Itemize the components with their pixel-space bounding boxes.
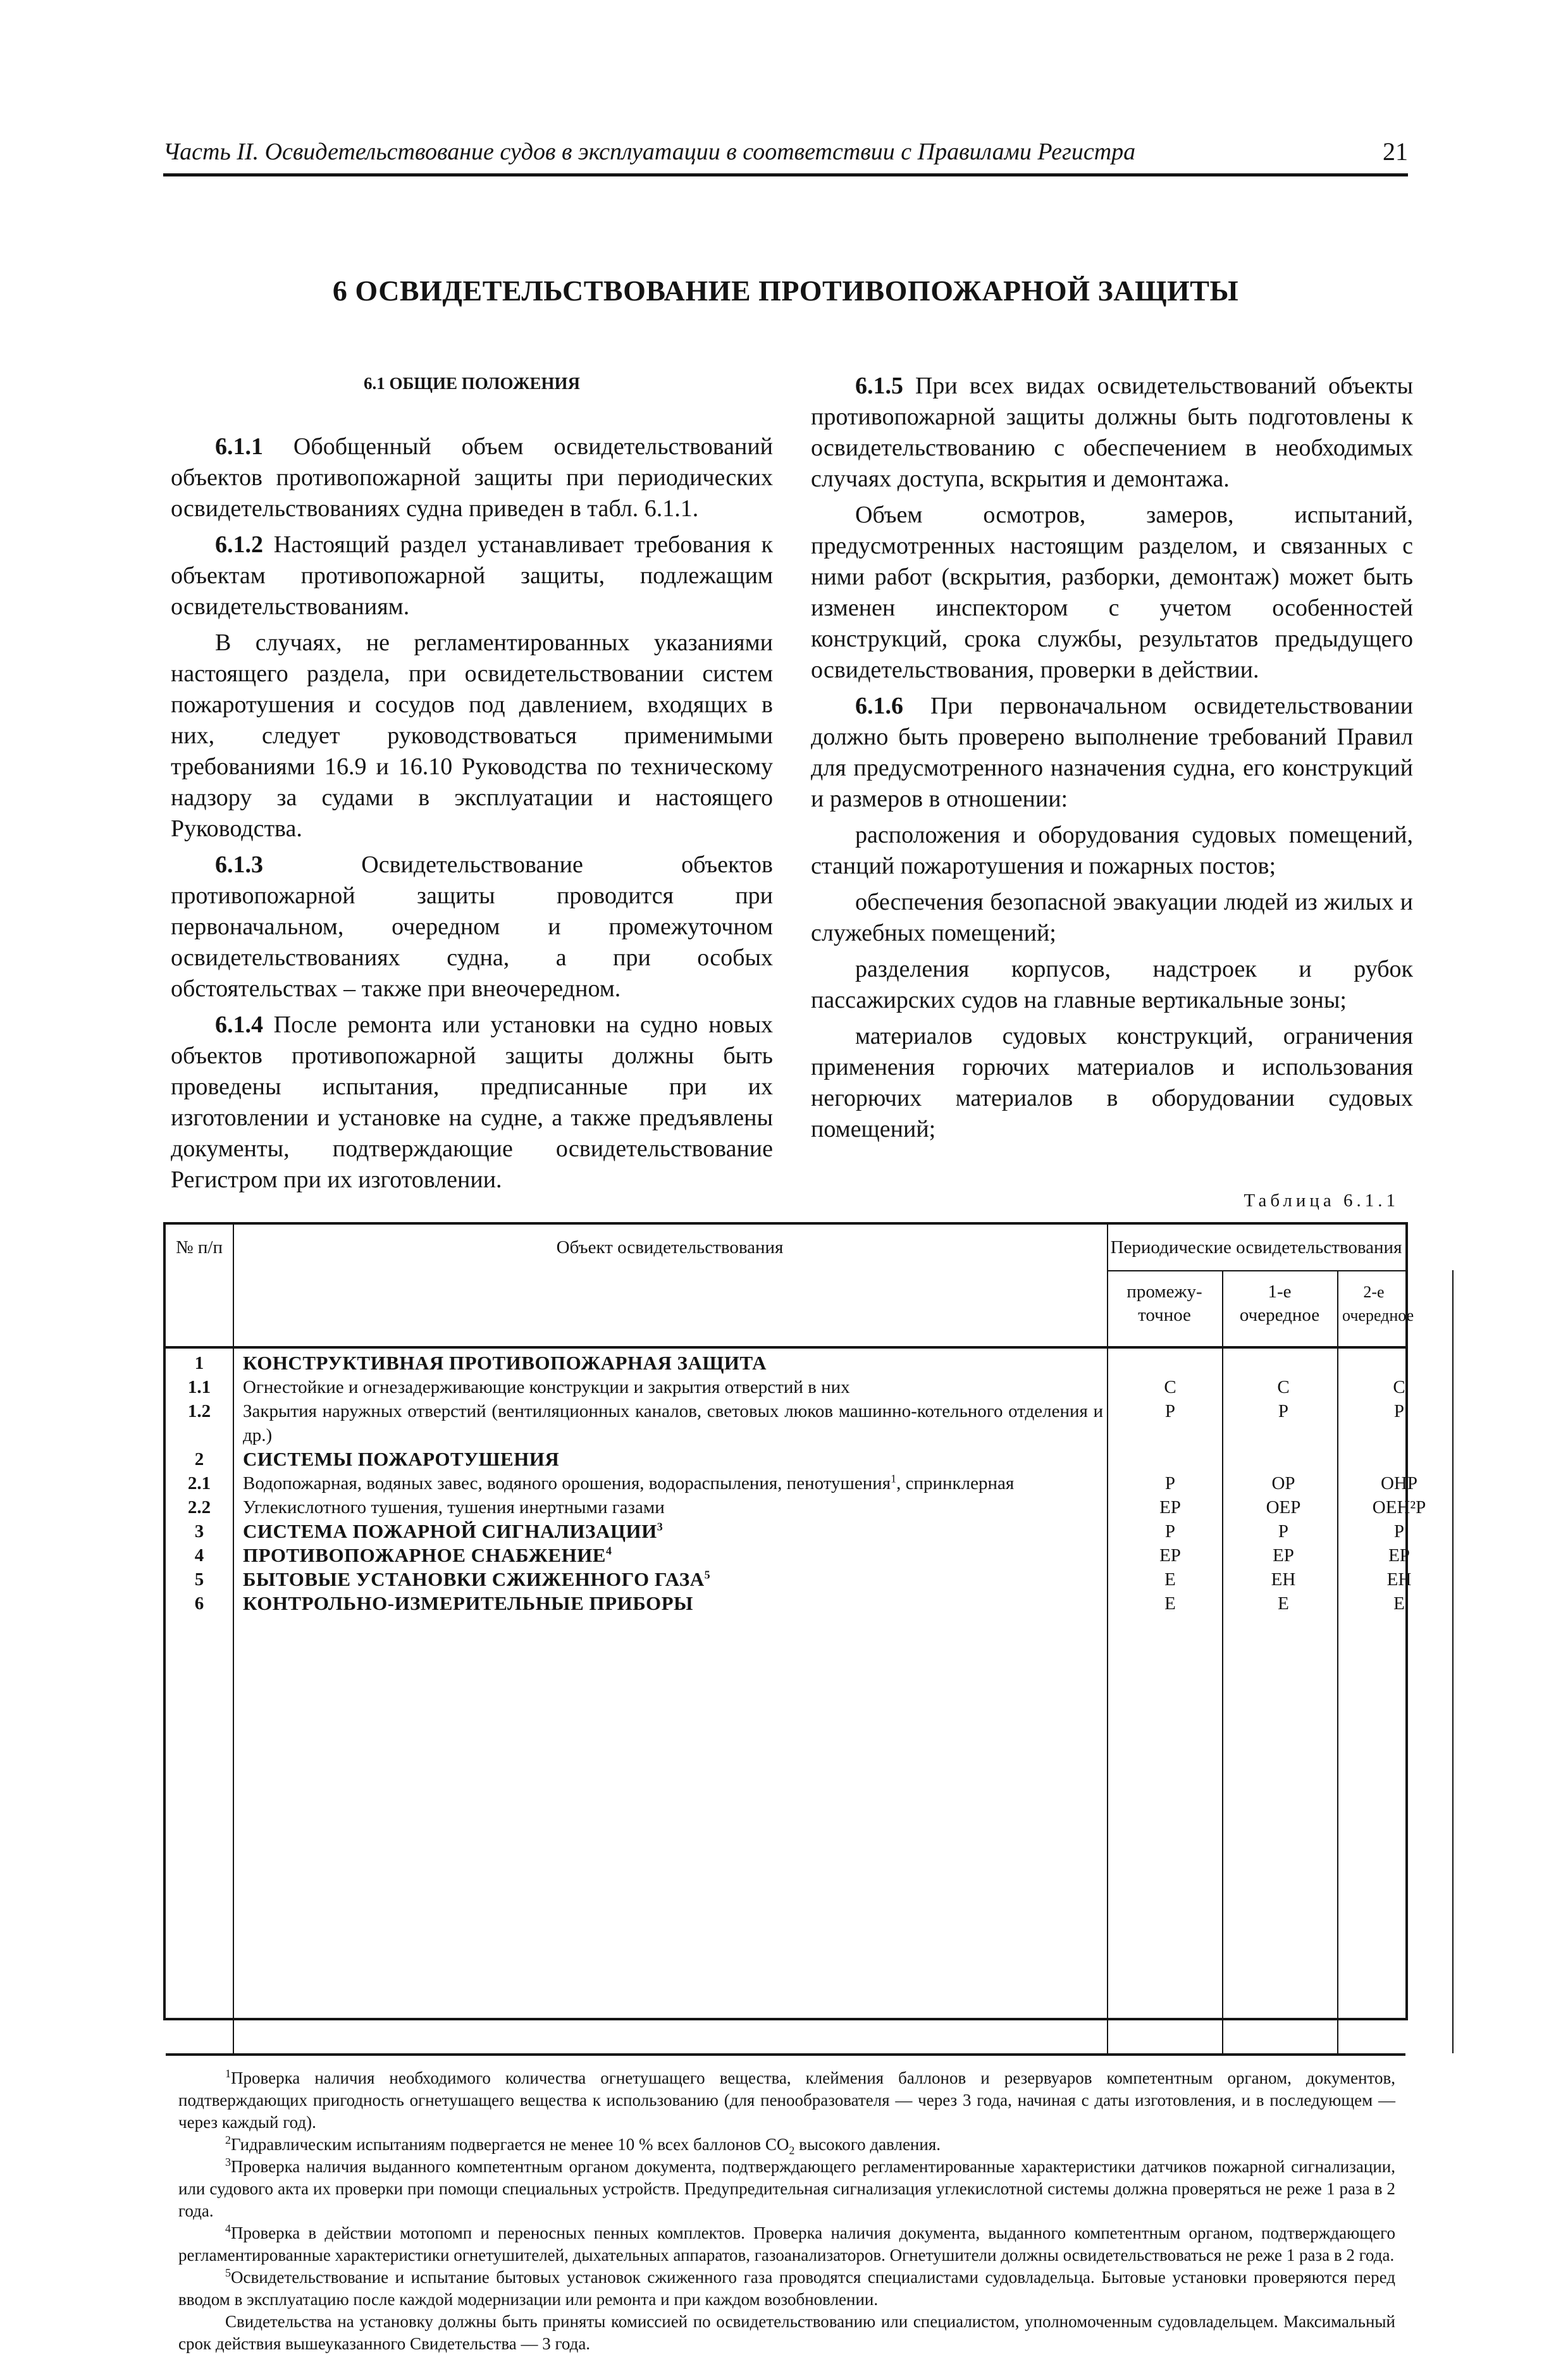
value-intermediate: Е [1164,1569,1176,1590]
row-number: 1.1 [187,1377,211,1397]
row-object: Закрытия наружных отверстий (вентиляционных каналов, световых люков машинно-котельного отделения и др.) [243,1401,1103,1445]
paragraph-number: 6.1.6 [855,693,903,719]
paragraph-6-1-4 [171,1010,773,1196]
paragraph: расположения и оборудования судовых помещений, станций пожаротушения и пожарных постов; [811,822,1413,879]
row-number: 4 [194,1545,204,1566]
table-row [166,1567,1412,1592]
footnote-text: Гидравлическим испытаниям подвергается не менее 10 % всех баллонов CO [231,2135,789,2154]
row-number: 1 [194,1353,204,1373]
paragraph-6-1-2 [171,529,773,622]
footnote-text: Проверка наличия выданного компетентным органом документа, подтверждающего регламентированные характеристики датчиков пожарной сигнализации, или судового акта их проверки при помощи специальных устройств. Предупредительная сигнализация углекислотной системы должна проверяться не реже 1 раза в 2 года. [178,2157,1395,2220]
value-first-renewal: ЕР [1273,1545,1294,1566]
paragraph-number: 6.1.5 [855,373,903,399]
paragraph: В случаях, не регламентированных указаниями настоящего раздела, при освидетельствовании систем пожаротушения и сосудов под давлением, входящих в них, следует руководствоваться применимыми требованиями 16.9 и 16.10 Руководства по техническому надзору за судами в эксплуатации и настоящего Руководства. [171,629,773,842]
running-head: Часть II. Освидетельствование судов в эксплуатации в соответствии с Правилами Регистра [163,139,1136,165]
paragraph: разделения корпусов, надстроек и рубок пассажирских судов на главные вертикальные зоны; [811,956,1413,1013]
header-number: № п/п [175,1237,223,1258]
subscript: 2 [789,2144,795,2157]
page-number: 21 [1383,137,1408,166]
footnote [178,2311,1395,2355]
row-object: Огнестойкие и огнезадерживающие конструкции и закрытия отверстий в них [243,1377,850,1397]
table-row [166,1592,1405,1616]
table-row [166,1495,1426,1519]
row-object [243,1543,1103,1567]
table-footnotes [178,2067,1395,2355]
header-periodic: Периодические освидетельствования [1110,1237,1402,1258]
value-second-renewal: Р [1393,1521,1405,1542]
paragraph: материалов судовых конструкций, ограничения применения горючих материалов и использования негорючих материалов в оборудовании судовых помещений; [811,1023,1413,1142]
footnote [178,2222,1395,2266]
value-second-renewal: Р [1393,1401,1405,1421]
row-number: 2 [194,1449,204,1469]
table-row [166,1447,1405,1471]
footnote-marker: 2 [225,2134,231,2146]
grid-line [233,1225,234,2053]
value-second-renewal: ОЕН²Р [1372,1497,1426,1517]
table-row [166,1471,1417,1495]
row-object-text: СИСТЕМА ПОЖАРНОЙ СИГНАЛИЗАЦИИ [243,1520,657,1542]
value-second-renewal: С [1393,1377,1405,1397]
paragraph-text: После ремонта или установки на судно новых объектов противопожарной защиты должны быть проведены испытания, предписанные при их изготовлении и установке на судне, а также предъявлены документы, подтверждающие освидетельствование Регистром при их изготовлении. [171,1011,774,1193]
paragraph-6-1-3 [171,850,773,1004]
left-column [171,371,773,1201]
footnote-text: Свидетельства на установку должны быть приняты комиссией по освидетельствованию или специалистом, уполномоченным судовладельцем. Максимальный срок действия вышеуказанного Свидетельства — 3 года. [178,2312,1395,2353]
row-object [243,1519,1103,1543]
row-object-text: Водопожарная, водяных завес, водяного орошения, водораспыления, пенотушения [243,1473,891,1493]
value-first-renewal: ОЕР [1266,1497,1301,1517]
chapter-title: 6 ОСВИДЕТЕЛЬСТВОВАНИЕ ПРОТИВОПОЖАРНОЙ ЗАЩИТЫ [332,275,1239,307]
paragraph: Объем осмотров, замеров, испытаний, предусмотренных настоящим разделом, и связанных с ними работ (вскрытия, разборки, демонтаж) может быть изменен инспектором с учетом особенностей конструкций, срока службы, результатов предыдущего освидетельствования, проверки в действии. [811,502,1413,683]
row-number: 2.2 [187,1497,211,1517]
table-body [166,1351,1426,1616]
row-object [243,1471,1103,1495]
row-number: 6 [194,1593,204,1614]
footnote-marker: 5 [225,2266,231,2279]
footnote-ref: 4 [605,1544,612,1557]
paragraph-number: 6.1.4 [215,1011,263,1038]
row-object-text: БЫТОВЫЕ УСТАНОВКИ СЖИЖЕННОГО ГАЗА [243,1568,705,1590]
footnote [178,2134,1395,2156]
header-intermediate: промежу-точное [1127,1282,1202,1325]
paragraph: обеспечения безопасной эвакуации людей из жилых и служебных помещений; [811,889,1413,946]
survey-table [163,1222,1426,2353]
row-number: 5 [194,1569,204,1590]
value-first-renewal: Р [1278,1521,1289,1542]
value-first-renewal: С [1277,1377,1290,1397]
footnote [178,2266,1395,2311]
paragraph-6-1-1 [171,431,773,524]
grid-line [166,2053,1405,2056]
value-intermediate: Е [1164,1593,1176,1614]
paragraph-text: Обобщенный объем освидетельствований объектов противопожарной защиты при периодических освидетельствованиях судна приведен в табл. 6.1.1. [171,433,773,522]
paragraph-text: При всех видах освидетельствований объекты противопожарной защиты должны быть подготовлены к освидетельствованию с обеспечением в необходимых случаях доступа, вскрытия и демонтажа. [811,373,1414,492]
value-intermediate: Р [1164,1401,1176,1421]
grid-line [1107,1225,1108,2053]
footnote-marker: 3 [225,2156,231,2168]
footnote-text: высокого давления. [794,2135,941,2154]
paragraph-text: Настоящий раздел устанавливает требования к объектам противопожарной защиты, подлежащим освидетельствованиям. [171,531,773,620]
table-row [166,1351,1405,1375]
footnote-marker: 1 [225,2067,231,2080]
footnote-text: Освидетельствование и испытание бытовых установок сжиженного газа проводятся специалистами судовладельца. Бытовые установки проверяются перед вводом в эксплуатацию после каждой модернизации или ремонта и при каждом возобновлении. [178,2268,1395,2309]
section-title: 6.1 ОБЩИЕ ПОЛОЖЕНИЯ [363,374,581,393]
value-first-renewal: Р [1278,1401,1289,1421]
header-rule [163,173,1408,176]
grid-line [1107,1270,1405,1271]
table-row [166,1519,1405,1543]
right-column [811,371,1413,1150]
value-second-renewal: ЕН [1386,1569,1412,1590]
value-second-renewal: Е [1393,1593,1405,1614]
row-object: СИСТЕМЫ ПОЖАРОТУШЕНИЯ [243,1448,560,1470]
footnote-ref: 5 [704,1568,711,1581]
footnote-text: Проверка в действии мотопомп и переносных пенных комплектов. Проверка наличия документа, выданного компетентным органом, подтверждающего регламентированные характеристики огнетушителей, дыхательных аппаратов, газоанализаторов. Огнетушители должны освидетельствоваться не реже 1 раза в 2 года. [178,2223,1395,2265]
value-first-renewal: Е [1278,1593,1289,1614]
value-intermediate: Р [1164,1521,1176,1542]
row-object: КОНТРОЛЬНО-ИЗМЕРИТЕЛЬНЫЕ ПРИБОРЫ [243,1592,693,1614]
footnote-marker: 4 [225,2222,231,2235]
header-second-renewal: 2-е очередное [1342,1283,1414,1325]
value-intermediate: ЕР [1159,1497,1181,1517]
row-number: 3 [194,1521,204,1542]
grid-line [166,1346,1405,1349]
table-row [166,1375,1405,1399]
paragraph-text: Освидетельствование объектов противопожарной защиты проводится при первоначальном, очередном и промежуточном освидетельствованиях судна, а при особых обстоятельствах – также при внеочередном. [171,851,773,1002]
row-number: 1.2 [187,1401,211,1421]
row-object: КОНСТРУКТИВНАЯ ПРОТИВОПОЖАРНАЯ ЗАЩИТА [243,1352,767,1374]
value-first-renewal: ЕН [1271,1569,1296,1590]
paragraph-text: При первоначальном освидетельствовании должно быть проверено выполнение требований Правил для предусмотренного назначения судна, его конструкций и размеров в отношении: [811,693,1413,812]
value-intermediate: ЕР [1159,1545,1181,1566]
row-object-text: , спринклерная [896,1473,1015,1493]
value-first-renewal: ОР [1271,1473,1295,1493]
paragraph-number: 6.1.2 [215,531,263,558]
footnote [178,2067,1395,2134]
paragraph-6-1-5 [811,371,1413,495]
row-number: 2.1 [187,1473,211,1493]
row-object: Углекислотного тушения, тушения инертными газами [243,1497,665,1517]
value-second-renewal: ЕР [1388,1545,1410,1566]
footnote-text: Проверка наличия необходимого количества огнетушащего вещества, клеймения баллонов и резервуаров компетентным органом, документов, подтверждающих пригодность огнетушащего вещества к использованию (для пенообразователя — через 3 года, начиная с даты изготовления, и в последующем — через каждый год). [178,2068,1395,2132]
paragraph-number: 6.1.1 [215,433,263,460]
header-first-renewal: 1-е очередное [1239,1282,1320,1325]
table-caption: Таблица 6.1.1 [1244,1190,1399,1211]
value-intermediate: Р [1164,1473,1176,1493]
value-second-renewal: ОНР [1380,1473,1417,1493]
footnote-ref: 1 [891,1472,897,1485]
paragraph-number: 6.1.3 [215,851,263,878]
footnote-ref: 3 [657,1520,664,1533]
row-object [243,1567,1103,1592]
paragraph-6-1-6 [811,691,1413,815]
table-row [166,1543,1410,1567]
footnote [178,2156,1395,2222]
header-object: Объект освидетельствования [556,1237,784,1258]
table-row [166,1399,1405,1447]
value-intermediate: С [1164,1377,1176,1397]
row-object-text: ПРОТИВОПОЖАРНОЕ СНАБЖЕНИЕ [243,1544,606,1566]
